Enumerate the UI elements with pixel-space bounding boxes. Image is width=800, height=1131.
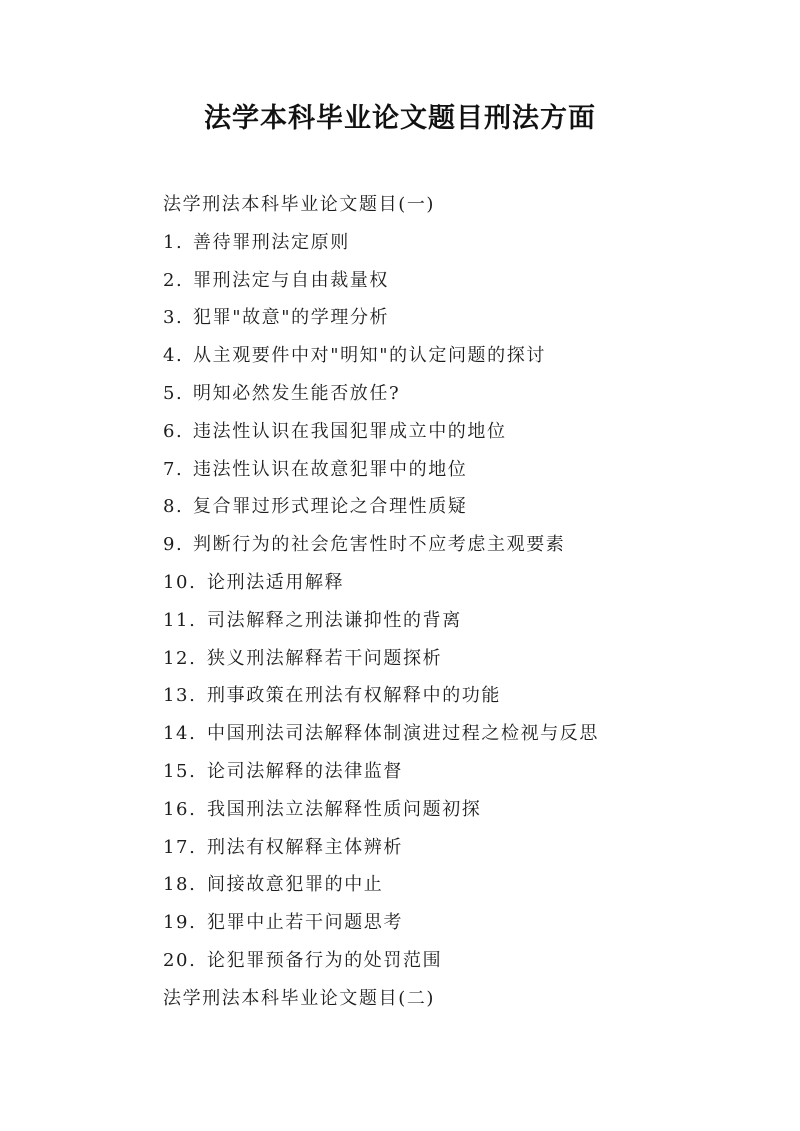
item-number: 18. <box>163 874 197 896</box>
document-body <box>163 190 763 1022</box>
list-item <box>163 228 763 266</box>
item-number: 15. <box>163 760 197 782</box>
item-text: 犯罪"故意"的学理分析 <box>193 307 390 329</box>
item-text: 刑法有权解释主体辨析 <box>207 836 403 858</box>
item-text: 从主观要件中对"明知"的认定问题的探讨 <box>193 345 546 367</box>
item-number: 3. <box>163 307 184 329</box>
item-text: 违法性认识在故意犯罪中的地位 <box>193 458 468 480</box>
list-item <box>163 757 763 795</box>
section-heading-2: 法学刑法本科毕业论文题目(二) <box>163 987 436 1009</box>
item-text: 论犯罪预备行为的处罚范围 <box>207 949 443 971</box>
item-number: 16. <box>163 798 197 820</box>
item-text: 狭义刑法解释若干问题探析 <box>207 647 443 669</box>
list-item <box>163 530 763 568</box>
item-number: 6. <box>163 420 184 442</box>
item-number: 4. <box>163 345 184 367</box>
item-number: 12. <box>163 647 197 669</box>
list-item <box>163 341 763 379</box>
list-item <box>163 266 763 304</box>
section-heading-1: 法学刑法本科毕业论文题目(一) <box>163 194 436 215</box>
item-text: 我国刑法立法解释性质问题初探 <box>207 798 482 820</box>
list-item <box>163 644 763 682</box>
list-item <box>163 455 763 493</box>
list-item <box>163 492 763 530</box>
item-number: 2. <box>163 269 184 291</box>
list-item <box>163 833 763 871</box>
item-number: 1. <box>163 231 184 253</box>
item-text: 善待罪刑法定原则 <box>193 231 350 253</box>
item-number: 20. <box>163 949 197 971</box>
list-item <box>163 681 763 719</box>
item-text: 复合罪过形式理论之合理性质疑 <box>193 496 468 518</box>
item-text: 间接故意犯罪的中止 <box>207 874 384 896</box>
item-text: 犯罪中止若干问题思考 <box>207 912 403 934</box>
list-item <box>163 719 763 757</box>
list-item <box>163 795 763 833</box>
item-text: 违法性认识在我国犯罪成立中的地位 <box>193 420 507 442</box>
list-item <box>163 870 763 908</box>
item-text: 论司法解释的法律监督 <box>207 760 403 782</box>
item-number: 13. <box>163 685 197 707</box>
item-number: 8. <box>163 496 184 518</box>
list-item <box>163 606 763 644</box>
item-text: 明知必然发生能否放任? <box>193 382 401 404</box>
item-number: 9. <box>163 534 184 556</box>
item-text: 判断行为的社会危害性时不应考虑主观要素 <box>193 534 566 556</box>
document-title: 法学本科毕业论文题目刑法方面 <box>204 103 596 134</box>
item-number: 17. <box>163 836 197 858</box>
list-item <box>163 303 763 341</box>
item-number: 5. <box>163 382 184 404</box>
item-text: 刑事政策在刑法有权解释中的功能 <box>207 685 501 707</box>
item-text: 罪刑法定与自由裁量权 <box>193 269 389 291</box>
item-number: 11. <box>163 609 197 631</box>
list-item <box>163 568 763 606</box>
list-item <box>163 946 763 984</box>
item-text: 论刑法适用解释 <box>207 571 345 593</box>
item-number: 14. <box>163 723 197 745</box>
item-number: 7. <box>163 458 184 480</box>
item-text: 中国刑法司法解释体制演进过程之检视与反思 <box>207 723 599 745</box>
list-item <box>163 908 763 946</box>
item-text: 司法解释之刑法谦抑性的背离 <box>207 609 462 631</box>
list-item <box>163 379 763 417</box>
list-item <box>163 417 763 455</box>
item-number: 19. <box>163 912 197 934</box>
item-number: 10. <box>163 571 197 593</box>
